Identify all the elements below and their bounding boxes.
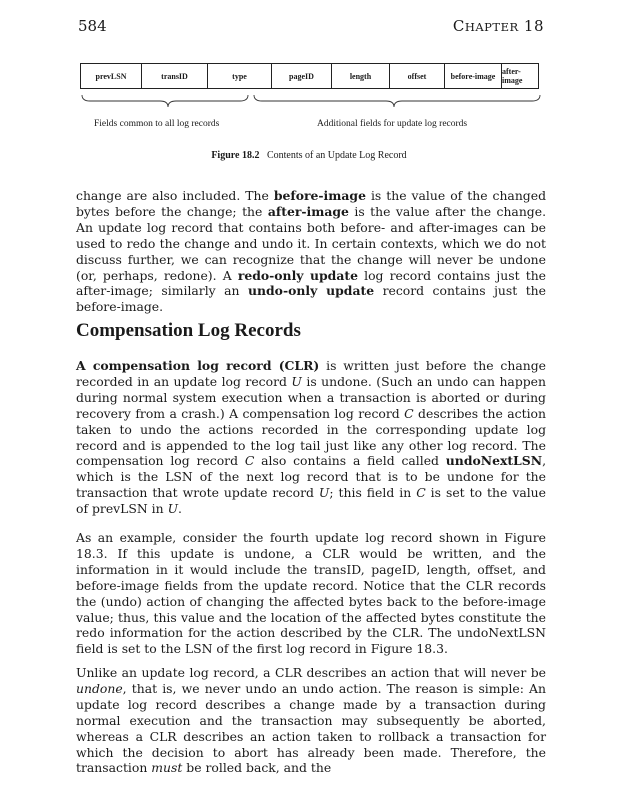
term-redo-only-update: redo-only update bbox=[237, 267, 358, 283]
field-type: type bbox=[208, 64, 272, 88]
paragraph-clr-example: As an example, consider the fourth update log record shown in Figure 18.3. If this update is undone, a CLR would be written, and the information in it would include the transID, pageID, length, offset, and before-image fields from the update record. Notice that the CLR records the (undo) action of changing the affected bytes back to the before-image value; thus, this value and the location of the affected bytes constitute the redo information for the action described by the CLR. The undoNextLSN field is set to the LSN of the first log record in Figure 18.3. bbox=[76, 530, 546, 657]
field-length: length bbox=[332, 64, 390, 88]
paragraph-clr-definition: A compensation log record (CLR) is written just before the change recorded in an update log record U is undone. (Such an undo can happen during normal system execution when a transaction is aborted or during recovery from a crash.) A compensation log record C describes the action taken to undo the actions recorded in the corresponding update log record and is appended to the log tail just like any other log record. The compensation log record C also contains a field called undoNextLSN, which is the LSN of the next log record that is to be undone for the transaction that wrote update record U; this field in C is set to the value of prevLSN in U. bbox=[76, 358, 547, 517]
field-after-image: after-image bbox=[502, 67, 523, 85]
paragraph-update-images: change are also included. The before-image is the value of the changed bytes before the change; the after-image is the value after the change. An update log record that contains both before- and after-images can be used to redo the change and undo it. In certain contexts, which we do not discuss further, we can recognize that the change will never be undone (or, perhaps, redone). A redo-only update log record contains just the after-image; similarly an undo-only update record contains just the before-image. bbox=[76, 188, 547, 315]
chapter-initial: C bbox=[452, 17, 465, 35]
term-undonextlsn: undoNextLSN bbox=[445, 453, 543, 469]
update-fields-brace bbox=[254, 95, 540, 107]
figure-label: Figure 18.2 bbox=[211, 150, 260, 161]
page-number: 584 bbox=[78, 17, 107, 35]
field-prevlsn: prevLSN bbox=[81, 64, 142, 88]
common-fields-label: Fields common to all log records bbox=[94, 119, 220, 129]
field-pageid: pageID bbox=[272, 64, 332, 88]
field-offset: offset bbox=[390, 64, 445, 88]
log-record-fields-table bbox=[80, 63, 539, 89]
term-compensation-log-record: A compensation log record (CLR) bbox=[76, 358, 320, 373]
figure-caption-text: Contents of an Update Log Record bbox=[266, 150, 407, 161]
update-fields-label: Additional fields for update log records bbox=[317, 119, 468, 129]
section-title: Compensation Log Records bbox=[76, 320, 301, 341]
page-header bbox=[78, 17, 544, 37]
field-transid: transID bbox=[142, 64, 208, 88]
chapter-word-rest: HAPTER bbox=[464, 20, 519, 34]
common-fields-brace bbox=[82, 95, 248, 107]
field-group-braces bbox=[80, 93, 542, 109]
emphasis-undone: undone bbox=[76, 680, 123, 696]
figure-caption bbox=[0, 150, 618, 161]
chapter-number: 18 bbox=[523, 17, 544, 35]
term-before-image: before-image bbox=[273, 188, 366, 203]
term-after-image: after-image bbox=[267, 203, 349, 219]
paragraph-clr-never-undone: Unlike an update log record, a CLR describes an action that will never be undone, that is, we never undo an undo action. The reason is simple: An update log record describes a change made by a transaction during normal execution and the transaction may subsequently be aborted, whereas a CLR describes an action taken to rollback a transaction for which the decision to abort has already been made. Therefore, the transaction must be rolled back, and the bbox=[76, 665, 546, 776]
term-undo-only-update: undo-only update bbox=[248, 283, 375, 299]
field-before-image: before-image bbox=[445, 64, 502, 88]
emphasis-must: must bbox=[151, 760, 183, 776]
chapter-heading bbox=[453, 17, 544, 35]
